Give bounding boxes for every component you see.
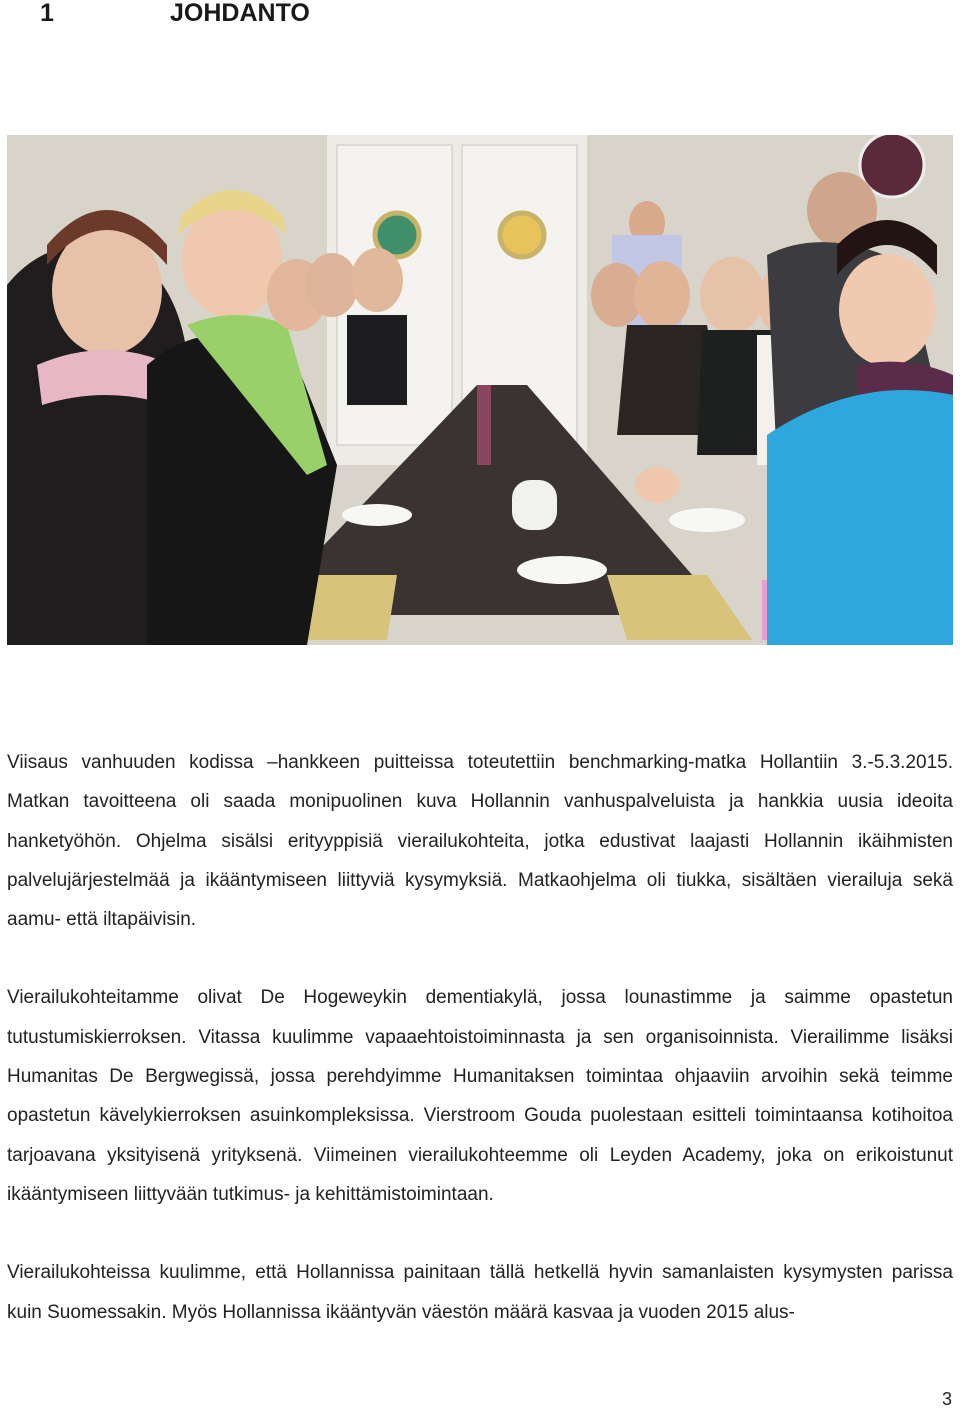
body-text — [7, 743, 953, 1371]
chapter-title: JOHDANTO — [170, 0, 310, 27]
chapter-heading — [40, 0, 310, 30]
paragraph: Vierailukohteissa kuulimme, että Hollannissa painitaan tällä hetkellä hyvin samanlaisten kysymysten parissa kuin Suomessakin. Myös Hollannissa ikääntyvän väestön määrä kasvaa ja vuoden 2015 alus- — [7, 1262, 953, 1323]
page-number: 3 — [941, 1389, 952, 1409]
paragraph: Vierailukohteitamme olivat De Hogeweykin dementiakylä, jossa lounastimme ja saimme opastetun tutustumiskierroksen. Vitassa kuulimme vapaaehtoistoiminnasta ja sen organisoinnista. Vierailimme lisäksi Humanitas De Bergwegissä, jossa perehdyimme Humanitaksen toimintaa ohjaaviin arvoihin sekä teimme opastetun kävelykierroksen asuinkompleksissa. Vierstroom Gouda puolestaan esitteli toimintaansa kotihoitoa tarjoavana yksityisenä yrityksenä. Viimeinen vierailukohteemme oli Leyden Academy, joka on erikoistunut ikääntymiseen liittyvään tutkimus- ja kehittämistoimintaan. — [7, 987, 953, 1205]
group-photo — [7, 135, 953, 645]
chapter-number: 1 — [40, 0, 54, 27]
paragraph: Viisaus vanhuuden kodissa –hankkeen puitteissa toteutettiin benchmarking-matka Hollantiin 3.-5.3.2015. Matkan tavoitteena oli saada monipuolinen kuva Hollannin vanhuspalveluista ja hankkia uusia ideoita hanketyöhön. Ohjelma sisälsi erityyppisiä vierailukohteita, jotka edustivat laajasti Hollannin ikäihmisten palvelujärjestelmää ja ikääntymiseen liittyviä kysymyksiä. Matkaohjelma oli tiukka, sisältäen vierailuja sekä aamu- että iltapäivisin. — [7, 752, 953, 931]
